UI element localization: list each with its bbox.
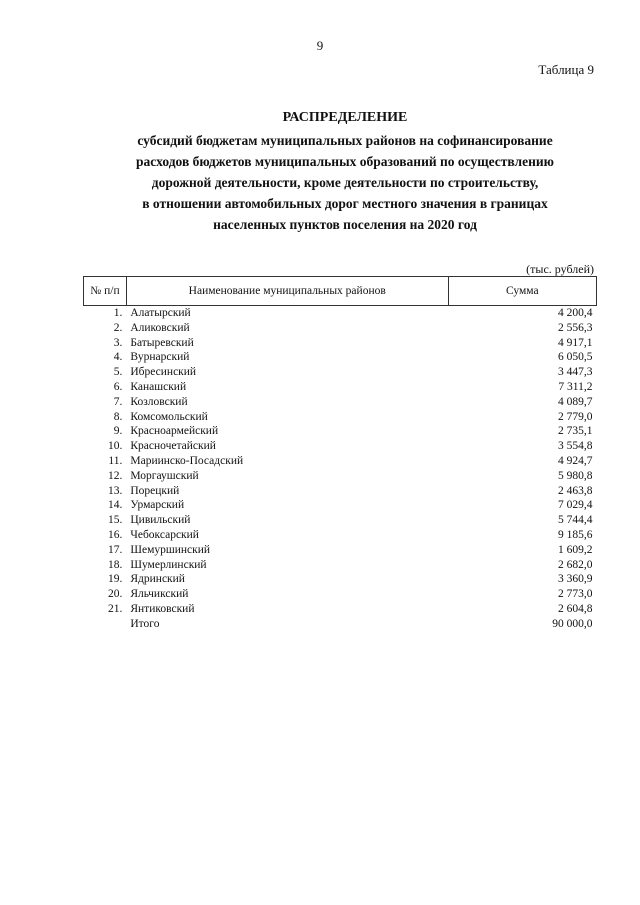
table-row [84,350,597,365]
district-name: Урмарский [130,499,185,512]
subsidy-amount: 3 360,9 [558,573,593,586]
table-row [84,439,597,454]
subsidy-amount: 4 200,4 [558,307,593,319]
subsidy-amount: 2 682,0 [558,558,593,571]
table-row [84,528,597,543]
district-name: Батыревский [130,336,194,349]
row-number: 12. [107,469,123,482]
table-row [84,498,597,513]
table-row [84,306,597,321]
header-number: № п/п [84,277,127,306]
district-name: Канашский [130,380,187,393]
table-row [84,469,597,484]
district-name: Яльчикский [130,588,189,601]
row-number: 18. [107,558,123,571]
subsidy-amount: 6 050,5 [558,351,593,364]
table-header-row [84,277,597,306]
subsidy-amount: 4 917,1 [558,336,593,349]
table-row [84,410,597,425]
table-body [84,306,597,632]
table-row [84,380,597,395]
district-name: Мариинско-Посадский [130,454,244,467]
row-number: 8. [113,410,123,423]
subsidy-amount: 3 554,8 [558,440,593,453]
subsidy-amount: 9 185,6 [558,528,593,541]
total-label: Итого [130,617,160,630]
subsidy-amount: 3 447,3 [558,366,593,379]
subsidy-amount: 7 029,4 [558,499,593,512]
title-line: в отношении автомобильных дорог местного значения в границах [142,196,548,211]
subsidy-amount: 2 604,8 [558,602,593,615]
row-number: 11. [108,454,123,467]
header-district-name: Наименование муниципальных районов [126,277,448,306]
total-number-cell [84,617,127,632]
subsidy-amount: 7 311,2 [558,380,593,393]
row-number: 6. [113,380,123,393]
title-main: РАСПРЕДЕЛЕНИЕ [282,110,408,125]
district-name: Чебоксарский [130,528,199,541]
table-row [84,484,597,499]
district-name: Порецкий [130,484,180,497]
row-number: 4. [113,351,123,364]
row-number: 2. [113,321,123,334]
table-row [84,395,597,410]
row-number: 20. [107,588,123,601]
row-number: 3. [113,336,123,349]
subsidy-amount: 5 744,4 [558,514,593,527]
district-name: Шемуршинский [130,543,211,556]
district-name: Алатырский [130,307,191,319]
table-row [84,454,597,469]
table-row [84,558,597,573]
district-name: Красночетайский [130,440,216,453]
document-title [80,107,610,235]
table-row [84,424,597,439]
row-number: 14. [107,499,123,512]
subsidy-amount: 2 735,1 [558,425,593,438]
subsidy-amount: 2 773,0 [558,588,593,601]
district-name: Моргаушский [130,469,199,482]
subsidy-amount: 2 556,3 [558,321,593,334]
units-note: (тыс. рублей) [526,262,594,276]
title-line: субсидий бюджетам муниципальных районов на софинансирование [137,133,553,148]
title-line: дорожной деятельности, кроме деятельности по строительству, [151,175,539,190]
total-amount: 90 000,0 [552,617,593,630]
page-number: 9 [316,38,324,53]
row-number: 13. [107,484,123,497]
table-row [84,365,597,380]
row-number: 10. [107,440,123,453]
subsidy-amount: 5 980,8 [558,469,593,482]
table-label: Таблица 9 [538,62,594,77]
total-row [84,617,597,632]
district-name: Козловский [130,395,188,408]
district-name: Вурнарский [130,351,190,364]
table-row [84,513,597,528]
row-number: 21. [107,602,123,615]
table-row [84,602,597,617]
row-number: 16. [107,528,123,541]
table-row [84,587,597,602]
row-number: 1. [113,307,123,319]
table-row [84,543,597,558]
subsidy-amount: 2 463,8 [558,484,593,497]
subsidy-amount: 4 089,7 [558,395,593,408]
row-number: 15. [107,514,123,527]
subsidy-amount: 4 924,7 [558,454,593,467]
district-name: Красноармейский [130,425,219,438]
table-row [84,572,597,587]
district-name: Шумерлинский [130,558,207,571]
header-sum: Сумма [448,277,596,306]
distribution-table [83,276,597,632]
subsidy-amount: 1 609,2 [558,543,593,556]
row-number: 17. [107,543,123,556]
table-row [84,321,597,336]
row-number: 19. [107,573,123,586]
row-number: 5. [113,366,123,379]
district-name: Ядринский [130,573,185,586]
title-line: расходов бюджетов муниципальных образований по осуществлению [136,154,554,169]
row-number: 7. [113,395,123,408]
subsidy-amount: 2 779,0 [558,410,593,423]
district-name: Аликовский [130,321,190,334]
title-line: населенных пунктов поселения на 2020 год [213,217,477,232]
row-number: 9. [113,425,123,438]
district-name: Цивильский [130,514,191,527]
district-name: Комсомольский [130,410,208,423]
district-name: Янтиковский [130,602,195,615]
district-name: Ибресинский [130,366,197,379]
table-row [84,336,597,351]
